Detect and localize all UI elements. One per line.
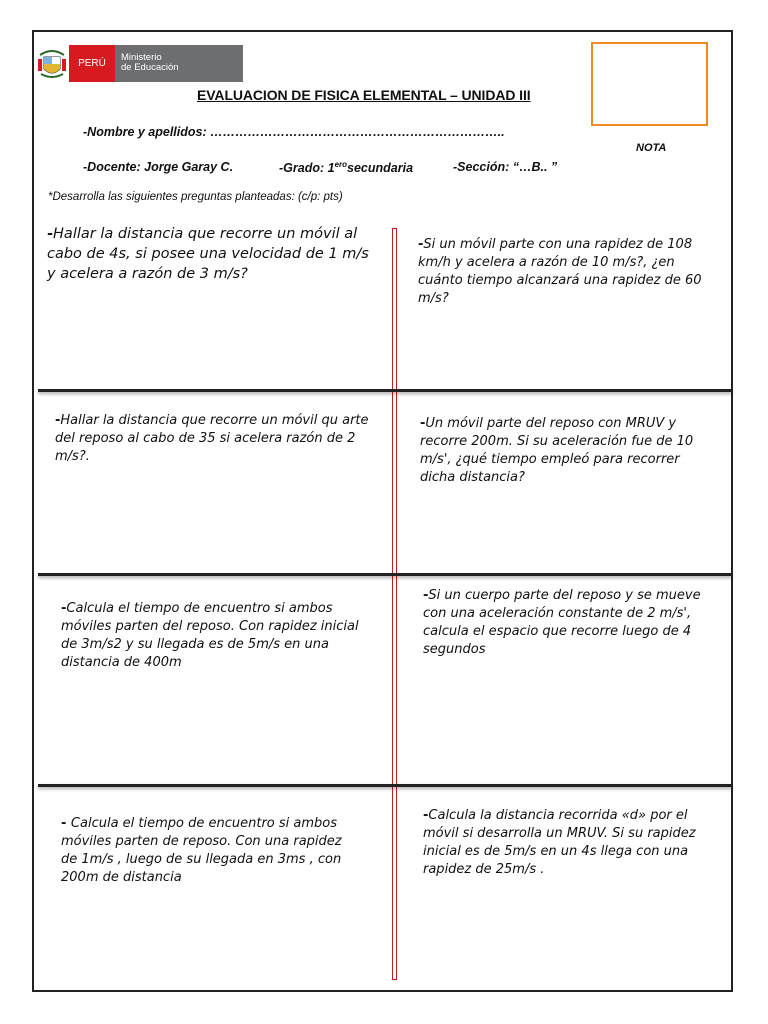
question-2: -Si un móvil parte con una rapidez de 108 km/h y acelera a razón de 10 m/s?, ¿en cuánto tiempo alcanzará una rapidez de 60 m/s?: [418, 237, 702, 306]
grade-prefix: -Grado: 1: [279, 161, 335, 176]
teacher-field: -Docente: Jorge Garay C.: [83, 160, 234, 174]
question-1: -Hallar la distancia que recorre un móvil al cabo de 4s, si posee una velocidad de 1 m/s y acelera a razón de 3 m/s?: [47, 226, 369, 282]
horizontal-divider-3: [38, 784, 732, 787]
minedu-logo: [35, 45, 243, 82]
grade-field: [279, 160, 413, 175]
grade-suffix: secundaria: [347, 161, 414, 176]
page-title: EVALUACION DE FISICA ELEMENTAL – UNIDAD III: [197, 87, 531, 103]
question-8: -Calcula la distancia recorrida «d» por el móvil si desarrolla un MRUV. Si su rapidez inicial es de 5m/s en un 4s llega con una rapidez de 25m/s .: [423, 808, 696, 877]
logo-ministry-line2: de Educación: [121, 62, 179, 73]
question-7: - Calcula el tiempo de encuentro si ambos móviles parten de reposo. Con una rapidez de 1m/s , luego de su llegada en 3ms , con 200m de distancia: [61, 816, 342, 885]
logo-ministry: [115, 45, 243, 82]
name-field: -Nombre y apellidos: ……………………………………………………………..: [83, 125, 505, 139]
vertical-divider: [392, 228, 397, 980]
question-4: -Un móvil parte del reposo con MRUV y recorre 200m. Si su aceleración fue de 10 m/s', ¿qué tiempo empleó para recorrer dicha distancia?: [420, 416, 694, 485]
nota-label: NOTA: [636, 142, 667, 154]
horizontal-divider-1: [38, 389, 732, 392]
nota-box: [591, 42, 708, 126]
logo-ministry-line1: Ministerio: [121, 52, 162, 63]
question-6: -Si un cuerpo parte del reposo y se mueve con una aceleración constante de 2 m/s', calcula el espacio que recorre luego de 4 segundos: [423, 588, 701, 657]
peru-coat-of-arms-icon: [35, 45, 69, 82]
grade-sup: ero: [334, 160, 348, 169]
logo-country: PERÚ: [69, 45, 115, 82]
question-3: -Hallar la distancia que recorre un móvil qu arte del reposo al cabo de 35 si acelera razón de 2 m/s?.: [55, 413, 369, 464]
question-5: -Calcula el tiempo de encuentro si ambos móviles parten del reposo. Con rapidez inicial de 3m/s2 y su llegada es de 5m/s en una distancia de 400m: [61, 601, 359, 670]
section-field: -Sección: “…B.. ”: [453, 160, 558, 174]
horizontal-divider-2: [38, 573, 732, 576]
instructions: *Desarrolla las siguientes preguntas planteadas: (c/p: pts): [48, 191, 343, 203]
